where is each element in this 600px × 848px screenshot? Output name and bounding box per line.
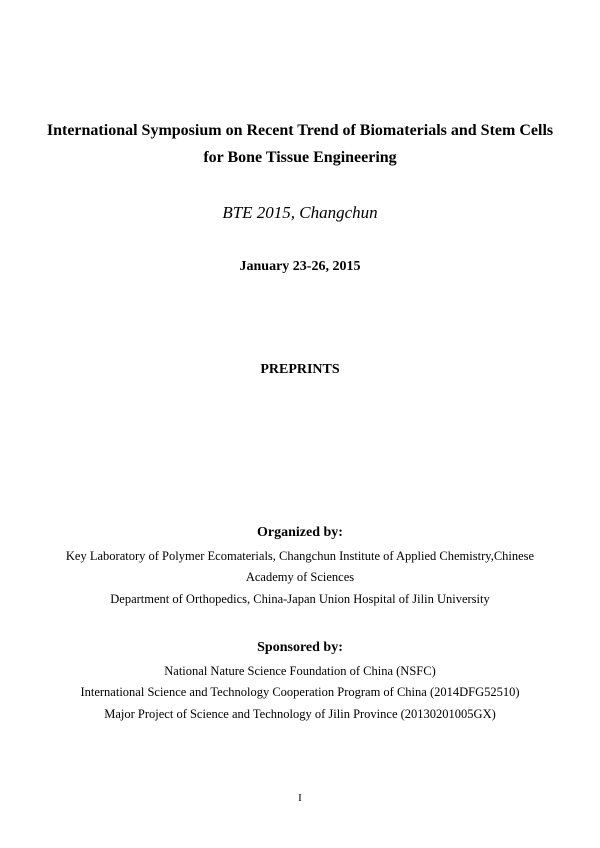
title-line-1: International Symposium on Recent Trend of Biomaterials and Stem Cells <box>46 122 554 139</box>
title-line-2: for Bone Tissue Engineering <box>203 149 397 166</box>
sponsor-line-2: International Science and Technology Cooperation Program of China (2014DFG52510) <box>80 685 520 699</box>
organized-by-heading: Organized by: <box>257 525 343 540</box>
event-date: January 23-26, 2015 <box>239 259 361 274</box>
sponsor-line-3: Major Project of Science and Technology of Jilin Province (20130201005GX) <box>104 707 496 721</box>
organizer-line-1: Key Laboratory of Polymer Ecomaterials, Changchun Institute of Applied Chemistry,Chinese <box>65 549 535 563</box>
page-number: I <box>298 792 302 804</box>
organizer-line-2: Academy of Sciences <box>245 570 355 584</box>
organizer-line-3: Department of Orthopedics, China-Japan Union Hospital of Jilin University <box>110 592 490 606</box>
event-subtitle: BTE 2015, Changchun <box>222 203 378 222</box>
sponsor-line-1: National Nature Science Foundation of China (NSFC) <box>164 664 436 678</box>
sponsored-by-heading: Sponsored by: <box>257 640 343 655</box>
preprints-heading: PREPRINTS <box>260 362 340 377</box>
